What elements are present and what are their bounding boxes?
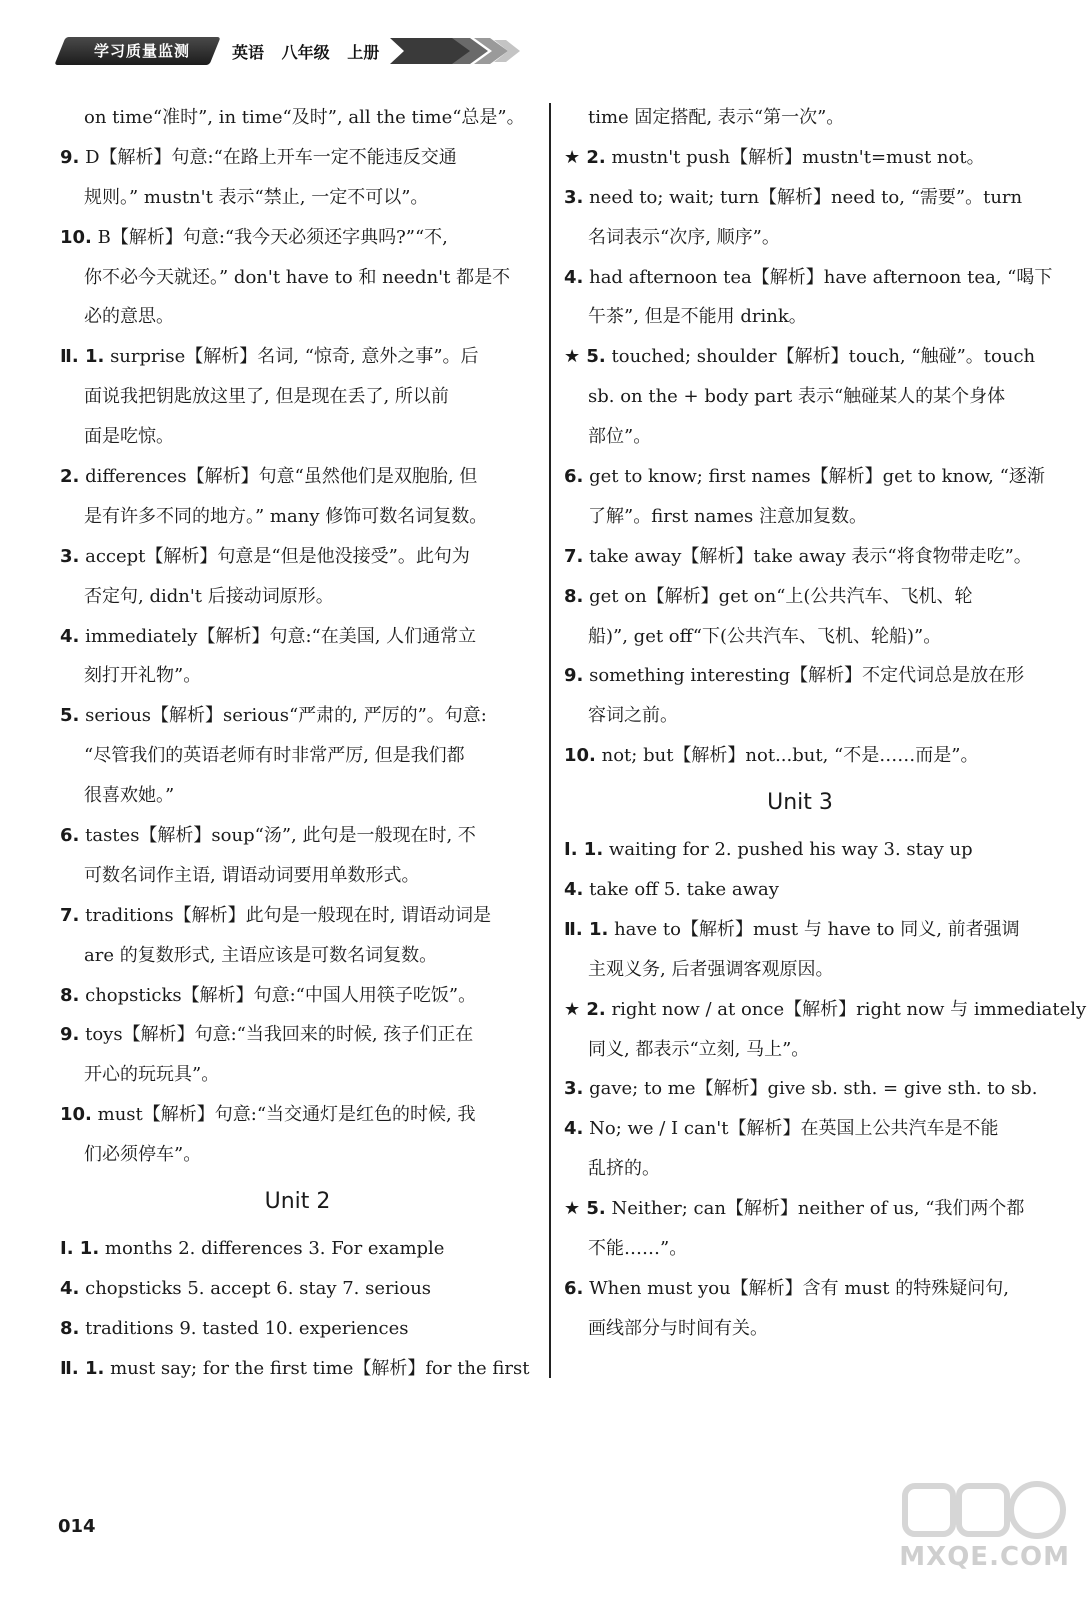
item-number: 6. [60, 825, 80, 847]
answer-line [60, 258, 535, 298]
watermark-site: MXQE.COM [899, 1542, 1070, 1572]
answer-line [564, 1269, 1036, 1309]
answer-text: 名词表示“次序, 顺序”。 [588, 226, 780, 248]
answer-line [564, 656, 1036, 696]
answer-line [564, 990, 1087, 1030]
answer-text: need to; wait; turn【解析】need to, “需要”。turn [589, 186, 1023, 208]
item-number: Ⅰ. 1. [564, 839, 604, 861]
item-number: 6. [564, 1277, 584, 1299]
answer-text: tastes【解析】soup“汤”, 此句是一般现在时, 不 [85, 825, 476, 847]
answer-line [60, 337, 535, 377]
answer-line [564, 98, 1036, 138]
item-number: 7. [60, 904, 80, 926]
answer-text: had afternoon tea【解析】have afternoon tea, “喝下 [589, 266, 1053, 288]
unit-title: Unit 3 [767, 790, 833, 816]
answer-text: chopsticks 5. accept 6. stay 7. serious [85, 1277, 432, 1299]
answer-line [564, 337, 1036, 377]
answer-line [60, 1309, 535, 1349]
answer-line [60, 537, 535, 577]
item-number: Ⅰ. 1. [60, 1238, 100, 1260]
answer-line [60, 417, 535, 457]
answer-line [564, 910, 1036, 950]
left-column [60, 98, 535, 1389]
answer-text: 不能……”。 [588, 1238, 688, 1260]
answer-text: sb. on the + body part 表示“触碰某人的某个身体 [588, 386, 1006, 408]
answer-line [60, 1055, 535, 1095]
answer-line [60, 1135, 535, 1175]
answer-line [60, 377, 535, 417]
answer-line [564, 218, 1036, 258]
answer-text: 午茶”, 但是不能用 drink。 [588, 306, 807, 328]
item-number: Ⅱ. 1. [564, 918, 609, 940]
answer-text: differences【解析】句意“虽然他们是双胞胎, 但 [85, 466, 478, 488]
item-number: Ⅱ. 1. [60, 346, 105, 368]
item-number: 3. [60, 545, 80, 567]
watermark [885, 1480, 1070, 1580]
answer-text: 很喜欢她。” [84, 785, 175, 807]
answer-text: 们必须停车”。 [84, 1144, 202, 1166]
page-header [60, 34, 480, 68]
answer-line [564, 497, 1036, 537]
answer-line [60, 617, 535, 657]
page-number: 014 [58, 1516, 96, 1537]
answer-line [564, 577, 1036, 617]
answer-text: something interesting【解析】不定代词总是放在形 [589, 665, 1025, 687]
item-number: ★ 2. [564, 146, 606, 168]
answer-text: 规则。” mustn't 表示“禁止, 一定不可以”。 [84, 186, 429, 208]
header-subject: 英语 [232, 43, 265, 62]
answer-line [564, 617, 1036, 657]
answer-text: mustn't push【解析】mustn't=must not。 [611, 146, 985, 168]
item-number: 9. [60, 146, 80, 168]
item-number: 2. [60, 466, 80, 488]
item-number: 3. [564, 1078, 584, 1100]
answer-text: time 固定搭配, 表示“第一次”。 [588, 107, 845, 128]
answer-text: traditions 9. tasted 10. experiences [85, 1317, 409, 1339]
answer-line [60, 218, 535, 258]
item-number: 8. [60, 1317, 80, 1339]
answer-text: 主观义务, 后者强调客观原因。 [588, 958, 834, 980]
answer-line [564, 537, 1036, 577]
item-number: ★ 5. [564, 346, 606, 368]
answer-line [60, 736, 535, 776]
item-number: 6. [564, 466, 584, 488]
answer-line [564, 1309, 1036, 1349]
answer-text: must【解析】句意:“当交通灯是红色的时候, 我 [97, 1104, 476, 1126]
item-number: 4. [564, 1118, 584, 1140]
answer-text: 乱挤的。 [588, 1158, 660, 1180]
item-number: 4. [564, 266, 584, 288]
answer-line [564, 178, 1036, 218]
item-number: 4. [60, 1277, 80, 1299]
item-number: 10. [60, 226, 92, 248]
header-badge-text: 学习质量监测 [93, 42, 190, 60]
answer-text: on time“准时”, in time“及时”, all the time“总是”。 [84, 107, 525, 128]
item-number: 9. [564, 665, 584, 687]
right-column [564, 98, 1087, 1349]
answer-line [60, 178, 535, 218]
answer-line [564, 1030, 1036, 1070]
answer-text: 否定句, didn't 后接动词原形。 [84, 585, 334, 607]
answer-text: accept【解析】句意是“但是他没接受”。此句为 [85, 545, 470, 567]
item-number: ★ 2. [564, 998, 606, 1020]
answer-line [564, 870, 1036, 910]
answer-line [60, 896, 535, 936]
header-chevron-icon [390, 36, 520, 66]
answer-line [60, 138, 535, 178]
answer-text: 船)”, get off“下(公共汽车、飞机、轮船)”。 [588, 625, 942, 647]
answer-line [564, 736, 1036, 776]
answer-text: “尽管我们的英语老师有时非常严厉, 但是我们都 [84, 745, 465, 767]
answer-line [60, 696, 535, 736]
answer-line [60, 976, 535, 1016]
answer-line [564, 1229, 1036, 1269]
answer-text: months 2. differences 3. For example [104, 1238, 445, 1260]
answer-text: When must you【解析】含有 must 的特殊疑问句, [589, 1277, 1009, 1299]
header-grade: 八年级 [281, 43, 330, 62]
answer-line [60, 457, 535, 497]
answer-text: No; we / I can't【解析】在英国上公共汽车是不能 [589, 1118, 999, 1140]
answer-text: B【解析】句意:“我今天必须还字典吗?”“不, [97, 226, 448, 248]
item-number: 4. [60, 625, 80, 647]
answer-line [564, 138, 1036, 178]
answer-line [60, 936, 535, 976]
answer-line [60, 776, 535, 816]
answer-line [60, 816, 535, 856]
answer-text: 是有许多不同的地方。” many 修饰可数名词复数。 [84, 505, 488, 527]
answer-text: gave; to me【解析】give sb. sth. = give sth. to sb. [589, 1078, 1038, 1100]
answer-text: 容词之前。 [588, 705, 678, 727]
answer-text: traditions【解析】此句是一般现在时, 谓语动词是 [85, 904, 492, 926]
answer-text: immediately【解析】句意:“在美国, 人们通常立 [85, 625, 477, 647]
item-number: 10. [564, 745, 596, 767]
answer-text: 面说我把钥匙放这里了, 但是现在丢了, 所以前 [84, 386, 449, 408]
answer-line [60, 656, 535, 696]
answer-text: 同义, 都表示“立刻, 马上”。 [588, 1038, 810, 1060]
answer-line [60, 1229, 535, 1269]
answer-text: take off 5. take away [589, 879, 779, 901]
answer-text: 你不必今天就还。” don't have to 和 needn't 都是不 [84, 266, 511, 288]
answer-text: 可数名词作主语, 谓语动词要用单数形式。 [84, 864, 420, 886]
answer-text: take away【解析】take away 表示“将食物带走吃”。 [589, 545, 1032, 567]
answer-line [60, 856, 535, 896]
item-number: 9. [60, 1024, 80, 1046]
answer-line [564, 417, 1036, 457]
answer-text: 了解”。first names 注意加复数。 [588, 505, 868, 527]
answer-line [60, 1269, 535, 1309]
answer-text: serious【解析】serious“严肃的, 严厉的”。句意: [85, 705, 487, 727]
answer-text: are 的复数形式, 主语应该是可数名词复数。 [84, 944, 438, 966]
answer-line [60, 297, 535, 337]
answer-line [564, 457, 1045, 497]
answer-text: 画线部分与时间有关。 [588, 1317, 768, 1339]
answer-line [564, 830, 1036, 870]
answer-text: get on【解析】get on“上(公共汽车、飞机、轮 [589, 585, 973, 607]
answer-text: 面是吃惊。 [84, 426, 174, 448]
answer-line [564, 1189, 1036, 1229]
item-number: 10. [60, 1104, 92, 1126]
answer-line [564, 696, 1036, 736]
answer-line [60, 1349, 535, 1389]
answer-text: Neither; can【解析】neither of us, “我们两个都 [611, 1198, 1025, 1220]
header-subtitle [232, 40, 391, 63]
answer-line [564, 297, 1036, 337]
answer-text: 开心的玩玩具”。 [84, 1064, 220, 1086]
answer-text: 部位”。 [588, 426, 652, 448]
answer-text: toys【解析】句意:“当我回来的时候, 孩子们正在 [85, 1024, 474, 1046]
answer-line [564, 377, 1036, 417]
answer-text: touched; shoulder【解析】touch, “触碰”。touch [611, 346, 1036, 368]
item-number: 3. [564, 186, 584, 208]
answer-text: D【解析】句意:“在路上开车一定不能违反交通 [85, 146, 457, 168]
watermark-logo-icon [885, 1480, 1070, 1542]
answer-line [564, 1109, 1036, 1149]
item-number: 4. [564, 879, 584, 901]
answer-text: have to【解析】must 与 have to 同义, 前者强调 [614, 918, 1020, 940]
answer-text: waiting for 2. pushed his way 3. stay up [608, 839, 973, 861]
answer-line [564, 1149, 1036, 1189]
answer-text: 刻打开礼物”。 [84, 665, 202, 687]
item-number: Ⅱ. 1. [60, 1357, 105, 1379]
answer-text: not; but【解析】not...but, “不是……而是”。 [601, 745, 979, 767]
answer-line [60, 98, 535, 138]
answer-line [60, 1095, 535, 1135]
unit-title: Unit 2 [264, 1189, 331, 1215]
answer-text: get to know; first names【解析】get to know, “逐渐 [589, 466, 1045, 488]
answer-line [564, 1069, 1036, 1109]
answer-text: surprise【解析】名词, “惊奇, 意外之事”。后 [110, 346, 479, 368]
item-number: 5. [60, 705, 80, 727]
answer-line [60, 577, 535, 617]
answer-line [60, 1015, 535, 1055]
item-number: 8. [60, 984, 80, 1006]
item-number: 7. [564, 545, 584, 567]
column-divider [549, 103, 551, 1378]
answer-line [564, 258, 1053, 298]
answer-text: 必的意思。 [84, 306, 174, 328]
answer-line [564, 950, 1036, 990]
answer-text: chopsticks【解析】句意:“中国人用筷子吃饭”。 [85, 984, 477, 1006]
header-volume: 上册 [347, 43, 380, 62]
answer-line [60, 497, 535, 537]
item-number: 8. [564, 585, 584, 607]
answer-text: must say; for the first time【解析】for the first [110, 1357, 530, 1379]
answer-text: right now / at once【解析】right now 与 immediately [611, 998, 1087, 1020]
item-number: ★ 5. [564, 1198, 606, 1220]
